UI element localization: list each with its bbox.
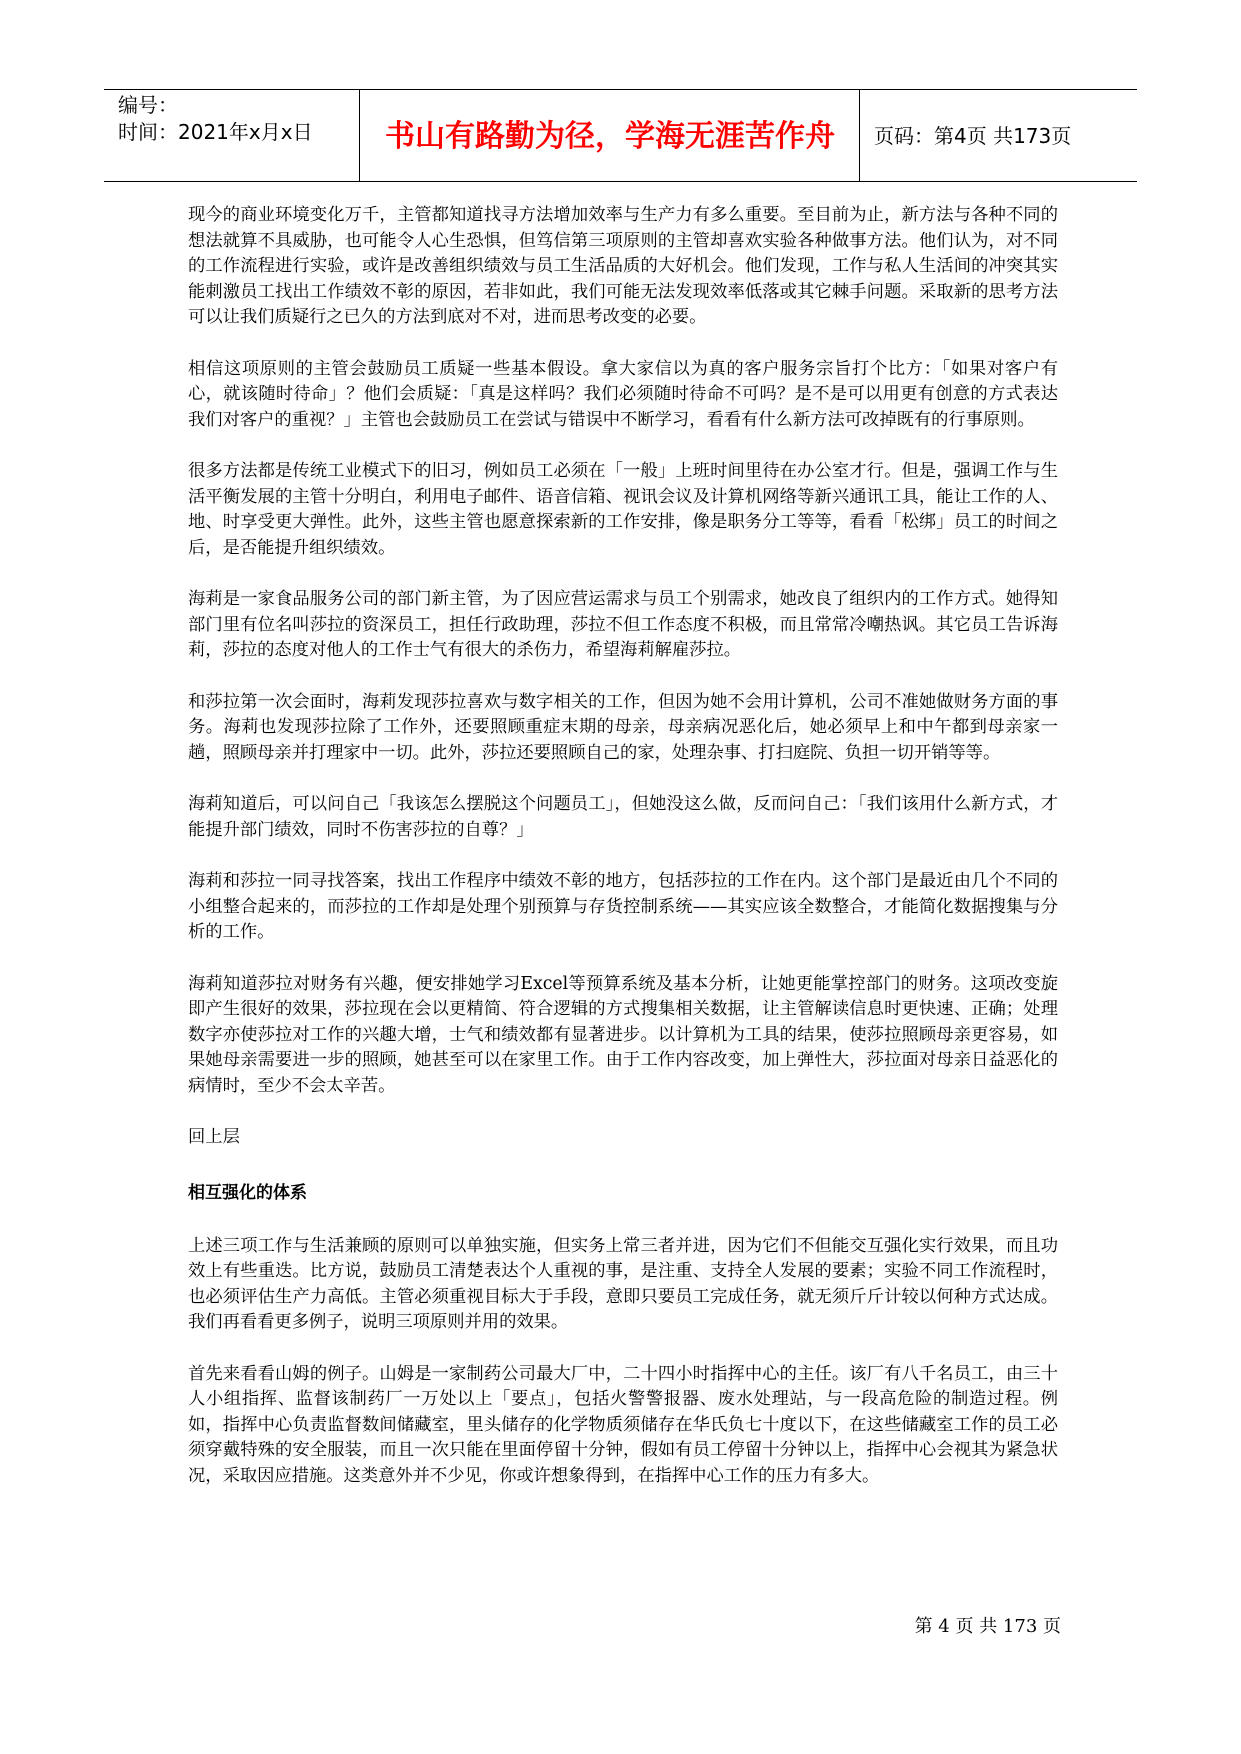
back-link[interactable]: 回上层: [188, 1127, 240, 1147]
document-time-label: 时间：2021年x月x日: [118, 120, 313, 144]
header-divider: [859, 90, 860, 181]
header-page-number: 页码：第4页 共173页: [874, 124, 1072, 148]
paragraph: 很多方法都是传统工业模式下的旧习，例如员工必须在「一般」上班时间里待在办公室才行。但是，强调工作与生活平衡发展的主管十分明白，利用电子邮件、语音信箱、视讯会议及计算机网络等新兴通讯工具，能让工作的人、地、时享受更大弹性。此外，这些主管也愿意探索新的工作安排，像是职务分工等等，看看「松绑」员工的时间之后，是否能提升组织绩效。: [188, 461, 1058, 558]
paragraph: 相信这项原则的主管会鼓励员工质疑一些基本假设。拿大家信以为真的客户服务宗旨打个比方：「如果对客户有心，就该随时待命」？他们会质疑：「真是这样吗？我们必须随时待命不可吗？是不是可以用更有创意的方式表达我们对客户的重视？」主管也会鼓励员工在尝试与错误中不断学习，看看有什么新方法可改掉既有的行事原则。: [188, 358, 1058, 430]
page-header: [104, 89, 1137, 182]
document-number-label: 编号：: [118, 93, 178, 117]
paragraph: 海莉是一家食品服务公司的部门新主管，为了因应营运需求与员工个别需求，她改良了组织内的工作方式。她得知部门里有位名叫莎拉的资深员工，担任行政助理，莎拉不但工作态度不积极，而且常常冷嘲热讽。其它员工告诉海莉，莎拉的态度对他人的工作士气有很大的杀伤力，希望海莉解雇莎拉。: [188, 589, 1058, 660]
header-meta: [118, 90, 358, 181]
paragraph: 海莉知道后，可以问自己「我该怎么摆脱这个问题员工」，但她没这么做，反而问自己：「我们该用什么新方式，才能提升部门绩效，同时不伤害莎拉的自尊？」: [188, 794, 1058, 840]
paragraph: 现今的商业环境变化万千，主管都知道找寻方法增加效率与生产力有多么重要。至目前为止，新方法与各种不同的想法就算不具威胁，也可能令人心生恐惧，但笃信第三项原则的主管却喜欢实验各种做事方法。他们认为，对不同的工作流程进行实验，或许是改善组织绩效与员工生活品质的大好机会。他们发现，工作与私人生活间的冲突其实能刺激员工找出工作绩效不彰的原因，若非如此，我们可能无法发现效率低落或其它棘手问题。采取新的思考方法可以让我们质疑行之已久的方法到底对不对，进而思考改变的必要。: [188, 205, 1058, 327]
page-footer: 第 4 页 共 173 页: [914, 1616, 1061, 1637]
paragraph: 首先来看看山姆的例子。山姆是一家制药公司最大厂中，二十四小时指挥中心的主任。该厂有八千名员工，由三十人小组指挥、监督该制药厂一万处以上「要点」，包括火警警报器、废水处理站，与一段高危险的制造过程。例如，指挥中心负责监督数间储藏室，里头储存的化学物质须储存在华氏负七十度以下，在这些储藏室工作的员工必须穿戴特殊的安全服装，而且一次只能在里面停留十分钟，假如有员工停留十分钟以上，指挥中心会视其为紧急状况，采取因应措施。这类意外并不少见，你或许想象得到，在指挥中心工作的压力有多大。: [188, 1363, 1058, 1486]
paragraph: 海莉知道莎拉对财务有兴趣，便安排她学习Excel等预算系统及基本分析，让她更能掌控部门的财务。这项改变旋即产生很好的效果，莎拉现在会以更精简、符合逻辑的方式搜集相关数据，让主管解读信息时更快速、正确；处理数字亦使莎拉对工作的兴趣大增，士气和绩效都有显著进步。以计算机为工具的结果，使莎拉照顾母亲更容易，如果她母亲需要进一步的照顾，她甚至可以在家里工作。由于工作内容改变，加上弹性大，莎拉面对母亲日益恶化的病情时，至少不会太辛苦。: [188, 973, 1058, 1096]
paragraph: 上述三项工作与生活兼顾的原则可以单独实施，但实务上常三者并进，因为它们不但能交互强化实行效果，而且功效上有些重迭。比方说，鼓励员工清楚表达个人重视的事，是注重、支持全人发展的要素；实验不同工作流程时，也必须评估生产力高低。主管必须重视目标大于手段，意即只要员工完成任务，就无须斤斤计较以何种方式达成。我们再看看更多例子，说明三项原则并用的效果。: [188, 1235, 1058, 1332]
section-title: 相互强化的体系: [188, 1182, 307, 1203]
paragraph: 和莎拉第一次会面时，海莉发现莎拉喜欢与数字相关的工作，但因为她不会用计算机，公司不准她做财务方面的事务。海莉也发现莎拉除了工作外，还要照顾重症末期的母亲，母亲病况恶化后，她必须早上和中午都到母亲家一趟，照顾母亲并打理家中一切。此外，莎拉还要照顾自己的家，处理杂事、打扫庭院、负担一切开销等等。: [188, 691, 1058, 763]
header-divider: [359, 90, 360, 181]
document-body: [188, 203, 1058, 1515]
header-motto: 书山有路勤为径，学海无涯苦作舟: [385, 119, 835, 154]
paragraph: 海莉和莎拉一同寻找答案，找出工作程序中绩效不彰的地方，包括莎拉的工作在内。这个部门是最近由几个不同的小组整合起来的，而莎拉的工作却是处理个别预算与存货控制系统——其实应该全数整合，才能简化数据搜集与分析的工作。: [188, 871, 1058, 942]
